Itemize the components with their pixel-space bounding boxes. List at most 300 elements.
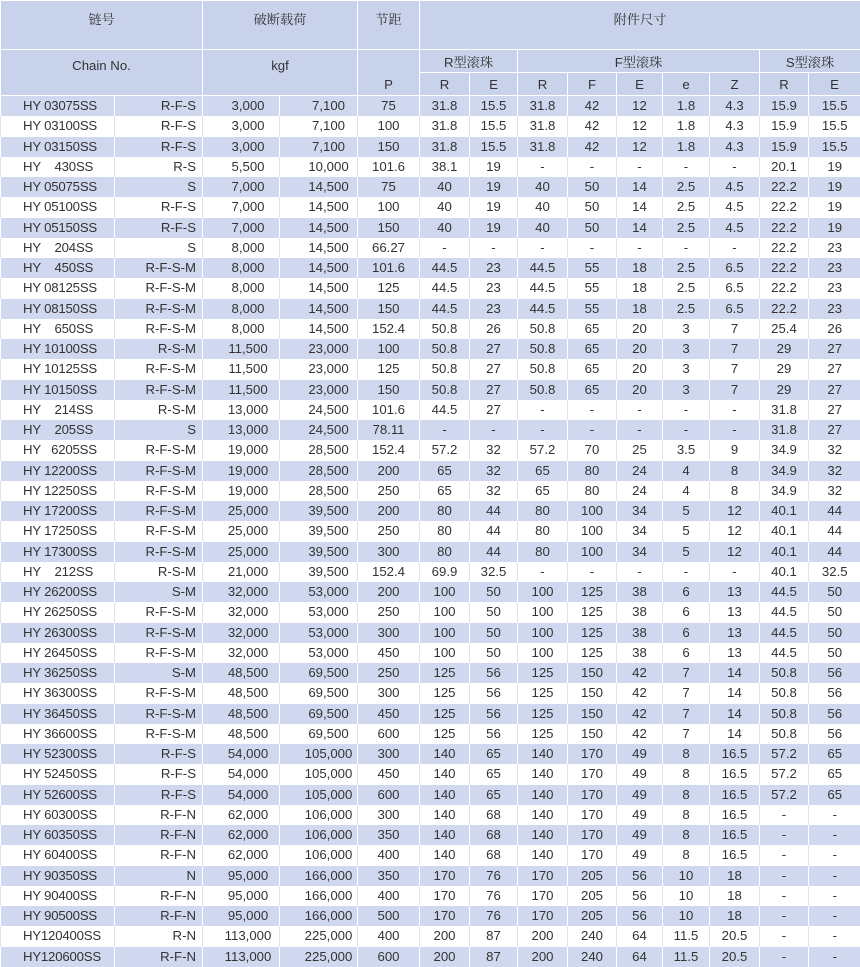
f-type-e-small-cell: 11.5 bbox=[663, 926, 710, 946]
header-chain-no-en: Chain No. bbox=[1, 50, 203, 96]
s-type-e-cell: 56 bbox=[809, 683, 860, 703]
pitch-cell: 250 bbox=[358, 602, 420, 622]
s-type-e-cell: 27 bbox=[809, 339, 860, 359]
f-type-f-cell: 170 bbox=[568, 805, 617, 825]
f-type-z-cell: 4.3 bbox=[710, 137, 760, 157]
f-type-r-cell: 40 bbox=[518, 177, 568, 197]
f-type-e-cell: - bbox=[617, 238, 663, 258]
f-type-z-cell: 20.5 bbox=[710, 926, 760, 946]
breaking-load-1-cell: 19,000 bbox=[203, 440, 280, 460]
f-type-z-cell: 9 bbox=[710, 440, 760, 460]
f-type-e-small-cell: 6 bbox=[663, 582, 710, 602]
pitch-cell: 600 bbox=[358, 947, 420, 967]
f-type-r-cell: 31.8 bbox=[518, 137, 568, 157]
s-type-r-cell: - bbox=[760, 866, 809, 886]
f-type-f-cell: - bbox=[568, 562, 617, 582]
chain-no-cell: HY120400SS bbox=[1, 926, 115, 946]
f-type-f-cell: 205 bbox=[568, 886, 617, 906]
pitch-cell: 400 bbox=[358, 926, 420, 946]
s-type-e-cell: 32.5 bbox=[809, 562, 860, 582]
breaking-load-2-cell: 166,000 bbox=[280, 906, 358, 926]
chain-no-cell: HY 08125SS bbox=[1, 278, 115, 298]
f-type-f-cell: 170 bbox=[568, 744, 617, 764]
header-pitch-symbol: P bbox=[358, 50, 420, 96]
chain-no-cell: HY 36250SS bbox=[1, 663, 115, 683]
breaking-load-1-cell: 62,000 bbox=[203, 845, 280, 865]
r-type-e-cell: 27 bbox=[470, 380, 518, 400]
chain-no-cell: HY 36450SS bbox=[1, 704, 115, 724]
f-type-e-small-cell: 2.5 bbox=[663, 177, 710, 197]
pitch-cell: 100 bbox=[358, 197, 420, 217]
f-type-z-cell: 18 bbox=[710, 866, 760, 886]
breaking-load-1-cell: 8,000 bbox=[203, 258, 280, 278]
attachment-type-cell: R-F-S-M bbox=[115, 501, 203, 521]
s-type-e-cell: - bbox=[809, 845, 860, 865]
s-type-e-cell: 27 bbox=[809, 380, 860, 400]
table-row bbox=[1, 380, 860, 400]
breaking-load-2-cell: 53,000 bbox=[280, 602, 358, 622]
f-type-z-cell: 4.3 bbox=[710, 116, 760, 136]
pitch-cell: 450 bbox=[358, 704, 420, 724]
f-type-e-small-cell: 7 bbox=[663, 683, 710, 703]
f-type-f-cell: 125 bbox=[568, 623, 617, 643]
f-type-z-cell: 14 bbox=[710, 704, 760, 724]
breaking-load-2-cell: 39,500 bbox=[280, 521, 358, 541]
f-type-r-cell: 100 bbox=[518, 623, 568, 643]
f-type-e-small-cell: 8 bbox=[663, 825, 710, 845]
f-type-e-cell: - bbox=[617, 562, 663, 582]
table-row bbox=[1, 420, 860, 440]
s-type-e-cell: 23 bbox=[809, 238, 860, 258]
r-type-r-cell: 50.8 bbox=[420, 359, 470, 379]
chain-no-cell: HY 60400SS bbox=[1, 845, 115, 865]
f-type-z-cell: 8 bbox=[710, 461, 760, 481]
f-type-e-small-cell: 7 bbox=[663, 704, 710, 724]
breaking-load-2-cell: 14,500 bbox=[280, 238, 358, 258]
f-type-r-cell: 100 bbox=[518, 643, 568, 663]
chain-no-cell: HY 212SS bbox=[1, 562, 115, 582]
attachment-type-cell: R-F-S-M bbox=[115, 481, 203, 501]
chain-no-cell: HY 52450SS bbox=[1, 764, 115, 784]
f-type-e-small-cell: 3 bbox=[663, 380, 710, 400]
breaking-load-2-cell: 105,000 bbox=[280, 744, 358, 764]
pitch-cell: 200 bbox=[358, 461, 420, 481]
chain-no-cell: HY 90350SS bbox=[1, 866, 115, 886]
f-type-z-cell: 13 bbox=[710, 623, 760, 643]
r-type-e-cell: 65 bbox=[470, 764, 518, 784]
header-attachment-cn: 附件尺寸 bbox=[420, 1, 860, 50]
r-type-r-cell: 44.5 bbox=[420, 278, 470, 298]
pitch-cell: 250 bbox=[358, 521, 420, 541]
r-type-e-cell: 65 bbox=[470, 785, 518, 805]
f-type-e-small-cell: 11.5 bbox=[663, 947, 710, 967]
attachment-type-cell: R-F-S bbox=[115, 137, 203, 157]
attachment-type-cell: R-F-S-M bbox=[115, 602, 203, 622]
f-type-e-cell: 34 bbox=[617, 521, 663, 541]
f-type-e-cell: 49 bbox=[617, 805, 663, 825]
r-type-r-cell: 50.8 bbox=[420, 319, 470, 339]
f-type-e-small-cell: 3 bbox=[663, 339, 710, 359]
breaking-load-1-cell: 32,000 bbox=[203, 582, 280, 602]
table-row bbox=[1, 886, 860, 906]
r-type-e-cell: 19 bbox=[470, 157, 518, 177]
f-type-z-cell: 8 bbox=[710, 481, 760, 501]
s-type-r-cell: 40.1 bbox=[760, 521, 809, 541]
table-row bbox=[1, 623, 860, 643]
r-type-r-cell: 44.5 bbox=[420, 258, 470, 278]
breaking-load-2-cell: 14,500 bbox=[280, 177, 358, 197]
s-type-r-cell: - bbox=[760, 845, 809, 865]
f-type-f-cell: 125 bbox=[568, 582, 617, 602]
f-type-z-cell: 14 bbox=[710, 683, 760, 703]
s-type-r-cell: - bbox=[760, 926, 809, 946]
r-type-r-cell: 31.8 bbox=[420, 137, 470, 157]
breaking-load-1-cell: 7,000 bbox=[203, 177, 280, 197]
breaking-load-2-cell: 106,000 bbox=[280, 845, 358, 865]
table-row bbox=[1, 521, 860, 541]
s-type-e-cell: 32 bbox=[809, 481, 860, 501]
table-body bbox=[1, 96, 860, 967]
f-type-e-small-cell: 1.8 bbox=[663, 116, 710, 136]
attachment-type-cell: R-N bbox=[115, 926, 203, 946]
f-type-z-cell: 7 bbox=[710, 339, 760, 359]
breaking-load-1-cell: 32,000 bbox=[203, 643, 280, 663]
breaking-load-2-cell: 69,500 bbox=[280, 724, 358, 744]
s-type-e-cell: 27 bbox=[809, 420, 860, 440]
f-type-e-cell: 24 bbox=[617, 461, 663, 481]
f-type-r-cell: 31.8 bbox=[518, 96, 568, 117]
pitch-cell: 450 bbox=[358, 764, 420, 784]
f-type-z-cell: 4.5 bbox=[710, 218, 760, 238]
f-type-e-small-cell: 8 bbox=[663, 845, 710, 865]
f-type-e-cell: 14 bbox=[617, 218, 663, 238]
chain-no-cell: HY 05075SS bbox=[1, 177, 115, 197]
f-type-r-cell: - bbox=[518, 562, 568, 582]
s-type-e-cell: 44 bbox=[809, 501, 860, 521]
table-row bbox=[1, 926, 860, 946]
r-type-r-cell: 125 bbox=[420, 683, 470, 703]
breaking-load-1-cell: 11,500 bbox=[203, 339, 280, 359]
r-type-e-cell: 44 bbox=[470, 542, 518, 562]
chain-no-cell: HY 90500SS bbox=[1, 906, 115, 926]
r-type-r-cell: 44.5 bbox=[420, 400, 470, 420]
s-type-r-cell: 40.1 bbox=[760, 501, 809, 521]
s-type-r-cell: 57.2 bbox=[760, 764, 809, 784]
breaking-load-2-cell: 106,000 bbox=[280, 805, 358, 825]
f-type-e-cell: - bbox=[617, 400, 663, 420]
f-type-e-cell: 14 bbox=[617, 177, 663, 197]
f-type-e-cell: 18 bbox=[617, 258, 663, 278]
f-type-r-cell: 80 bbox=[518, 542, 568, 562]
breaking-load-2-cell: 24,500 bbox=[280, 420, 358, 440]
header-sub-col: R bbox=[420, 73, 470, 96]
chain-no-cell: HY 26250SS bbox=[1, 602, 115, 622]
chain-no-cell: HY 204SS bbox=[1, 238, 115, 258]
s-type-e-cell: 27 bbox=[809, 400, 860, 420]
f-type-e-small-cell: - bbox=[663, 238, 710, 258]
breaking-load-2-cell: 7,100 bbox=[280, 116, 358, 136]
s-type-r-cell: 22.2 bbox=[760, 238, 809, 258]
table-row bbox=[1, 866, 860, 886]
f-type-z-cell: 4.3 bbox=[710, 96, 760, 117]
f-type-z-cell: 13 bbox=[710, 602, 760, 622]
f-type-f-cell: 125 bbox=[568, 643, 617, 663]
attachment-type-cell: R-F-S-M bbox=[115, 623, 203, 643]
chain-no-cell: HY 205SS bbox=[1, 420, 115, 440]
pitch-cell: 300 bbox=[358, 542, 420, 562]
table-row bbox=[1, 805, 860, 825]
f-type-e-small-cell: 5 bbox=[663, 521, 710, 541]
f-type-f-cell: - bbox=[568, 238, 617, 258]
f-type-z-cell: 4.5 bbox=[710, 177, 760, 197]
breaking-load-2-cell: 23,000 bbox=[280, 359, 358, 379]
f-type-r-cell: 40 bbox=[518, 197, 568, 217]
f-type-f-cell: 50 bbox=[568, 177, 617, 197]
breaking-load-1-cell: 32,000 bbox=[203, 602, 280, 622]
s-type-e-cell: 65 bbox=[809, 785, 860, 805]
header-sub-col: E bbox=[809, 73, 860, 96]
r-type-e-cell: - bbox=[470, 238, 518, 258]
chain-no-cell: HY 03075SS bbox=[1, 96, 115, 117]
breaking-load-2-cell: 23,000 bbox=[280, 339, 358, 359]
f-type-f-cell: 55 bbox=[568, 299, 617, 319]
f-type-z-cell: 16.5 bbox=[710, 805, 760, 825]
f-type-e-small-cell: 10 bbox=[663, 866, 710, 886]
r-type-r-cell: - bbox=[420, 420, 470, 440]
chain-no-cell: HY120600SS bbox=[1, 947, 115, 967]
header-r-type-roller: R型滚珠 bbox=[420, 50, 518, 73]
attachment-type-cell: S bbox=[115, 177, 203, 197]
s-type-r-cell: 29 bbox=[760, 380, 809, 400]
breaking-load-1-cell: 3,000 bbox=[203, 116, 280, 136]
f-type-r-cell: 125 bbox=[518, 663, 568, 683]
breaking-load-2-cell: 28,500 bbox=[280, 461, 358, 481]
f-type-r-cell: 170 bbox=[518, 906, 568, 926]
s-type-r-cell: 29 bbox=[760, 339, 809, 359]
breaking-load-1-cell: 48,500 bbox=[203, 704, 280, 724]
r-type-r-cell: 38.1 bbox=[420, 157, 470, 177]
s-type-e-cell: 15.5 bbox=[809, 96, 860, 117]
chain-no-cell: HY 26200SS bbox=[1, 582, 115, 602]
breaking-load-2-cell: 53,000 bbox=[280, 643, 358, 663]
r-type-e-cell: 56 bbox=[470, 704, 518, 724]
r-type-r-cell: 40 bbox=[420, 218, 470, 238]
f-type-r-cell: 140 bbox=[518, 825, 568, 845]
f-type-e-small-cell: 5 bbox=[663, 542, 710, 562]
f-type-f-cell: 100 bbox=[568, 501, 617, 521]
r-type-e-cell: 87 bbox=[470, 947, 518, 967]
f-type-f-cell: 65 bbox=[568, 380, 617, 400]
f-type-f-cell: 80 bbox=[568, 481, 617, 501]
f-type-e-small-cell: 1.8 bbox=[663, 137, 710, 157]
f-type-e-small-cell: - bbox=[663, 400, 710, 420]
pitch-cell: 100 bbox=[358, 339, 420, 359]
r-type-e-cell: 32.5 bbox=[470, 562, 518, 582]
attachment-type-cell: S bbox=[115, 420, 203, 440]
f-type-e-cell: 42 bbox=[617, 704, 663, 724]
r-type-e-cell: 19 bbox=[470, 218, 518, 238]
table-row bbox=[1, 359, 860, 379]
attachment-type-cell: R-F-S bbox=[115, 218, 203, 238]
f-type-e-cell: 56 bbox=[617, 866, 663, 886]
f-type-e-cell: 56 bbox=[617, 886, 663, 906]
header-sub-col: Z bbox=[710, 73, 760, 96]
f-type-e-small-cell: 5 bbox=[663, 501, 710, 521]
table-row bbox=[1, 461, 860, 481]
table-row bbox=[1, 96, 860, 117]
r-type-r-cell: 140 bbox=[420, 744, 470, 764]
f-type-e-cell: 20 bbox=[617, 319, 663, 339]
breaking-load-1-cell: 3,000 bbox=[203, 137, 280, 157]
f-type-r-cell: 44.5 bbox=[518, 258, 568, 278]
f-type-e-cell: 42 bbox=[617, 724, 663, 744]
f-type-f-cell: 170 bbox=[568, 785, 617, 805]
f-type-f-cell: 170 bbox=[568, 845, 617, 865]
s-type-e-cell: 27 bbox=[809, 359, 860, 379]
s-type-r-cell: - bbox=[760, 886, 809, 906]
s-type-r-cell: - bbox=[760, 805, 809, 825]
breaking-load-1-cell: 48,500 bbox=[203, 724, 280, 744]
breaking-load-1-cell: 62,000 bbox=[203, 805, 280, 825]
f-type-z-cell: 12 bbox=[710, 521, 760, 541]
r-type-e-cell: 50 bbox=[470, 623, 518, 643]
f-type-f-cell: - bbox=[568, 400, 617, 420]
r-type-e-cell: 56 bbox=[470, 663, 518, 683]
table-row bbox=[1, 137, 860, 157]
table-header bbox=[1, 1, 860, 96]
f-type-z-cell: 13 bbox=[710, 643, 760, 663]
pitch-cell: 600 bbox=[358, 724, 420, 744]
s-type-r-cell: 34.9 bbox=[760, 461, 809, 481]
r-type-r-cell: 50.8 bbox=[420, 380, 470, 400]
pitch-cell: 250 bbox=[358, 481, 420, 501]
s-type-e-cell: 56 bbox=[809, 704, 860, 724]
f-type-f-cell: 50 bbox=[568, 197, 617, 217]
attachment-type-cell: R-F-S-M bbox=[115, 319, 203, 339]
f-type-f-cell: 170 bbox=[568, 825, 617, 845]
r-type-e-cell: 87 bbox=[470, 926, 518, 946]
breaking-load-1-cell: 11,500 bbox=[203, 380, 280, 400]
f-type-e-small-cell: 3 bbox=[663, 359, 710, 379]
f-type-r-cell: 80 bbox=[518, 521, 568, 541]
f-type-e-cell: 49 bbox=[617, 845, 663, 865]
breaking-load-2-cell: 7,100 bbox=[280, 137, 358, 157]
r-type-e-cell: 44 bbox=[470, 521, 518, 541]
table-row bbox=[1, 744, 860, 764]
pitch-cell: 200 bbox=[358, 582, 420, 602]
s-type-e-cell: 50 bbox=[809, 623, 860, 643]
attachment-type-cell: R-F-S-M bbox=[115, 359, 203, 379]
breaking-load-2-cell: 14,500 bbox=[280, 197, 358, 217]
r-type-r-cell: 69.9 bbox=[420, 562, 470, 582]
f-type-z-cell: 6.5 bbox=[710, 299, 760, 319]
table-row bbox=[1, 582, 860, 602]
attachment-type-cell: R-F-S bbox=[115, 96, 203, 117]
f-type-e-cell: 20 bbox=[617, 359, 663, 379]
chain-no-cell: HY 90400SS bbox=[1, 886, 115, 906]
attachment-type-cell: R-F-S-M bbox=[115, 542, 203, 562]
s-type-r-cell: 29 bbox=[760, 359, 809, 379]
f-type-f-cell: 150 bbox=[568, 724, 617, 744]
r-type-r-cell: 80 bbox=[420, 542, 470, 562]
r-type-r-cell: 125 bbox=[420, 724, 470, 744]
attachment-type-cell: R-F-S bbox=[115, 197, 203, 217]
s-type-e-cell: - bbox=[809, 947, 860, 967]
attachment-type-cell: R-F-N bbox=[115, 805, 203, 825]
chain-no-cell: HY 17250SS bbox=[1, 521, 115, 541]
breaking-load-2-cell: 166,000 bbox=[280, 886, 358, 906]
s-type-e-cell: 44 bbox=[809, 521, 860, 541]
table-row bbox=[1, 643, 860, 663]
breaking-load-2-cell: 28,500 bbox=[280, 440, 358, 460]
breaking-load-2-cell: 53,000 bbox=[280, 623, 358, 643]
attachment-type-cell: R-F-S-M bbox=[115, 461, 203, 481]
breaking-load-2-cell: 105,000 bbox=[280, 764, 358, 784]
attachment-type-cell: S-M bbox=[115, 663, 203, 683]
chain-no-cell: HY 17300SS bbox=[1, 542, 115, 562]
s-type-r-cell: 34.9 bbox=[760, 440, 809, 460]
pitch-cell: 300 bbox=[358, 805, 420, 825]
f-type-r-cell: 140 bbox=[518, 764, 568, 784]
table-row bbox=[1, 258, 860, 278]
f-type-z-cell: 13 bbox=[710, 582, 760, 602]
chain-no-cell: HY 05150SS bbox=[1, 218, 115, 238]
s-type-e-cell: 19 bbox=[809, 197, 860, 217]
r-type-r-cell: 170 bbox=[420, 886, 470, 906]
breaking-load-2-cell: 14,500 bbox=[280, 278, 358, 298]
f-type-e-cell: 38 bbox=[617, 602, 663, 622]
header-sub-col: E bbox=[470, 73, 518, 96]
f-type-e-cell: 38 bbox=[617, 623, 663, 643]
f-type-e-cell: 12 bbox=[617, 137, 663, 157]
breaking-load-1-cell: 32,000 bbox=[203, 623, 280, 643]
breaking-load-1-cell: 8,000 bbox=[203, 238, 280, 258]
r-type-r-cell: 100 bbox=[420, 643, 470, 663]
f-type-r-cell: 50.8 bbox=[518, 319, 568, 339]
r-type-r-cell: 100 bbox=[420, 623, 470, 643]
f-type-f-cell: - bbox=[568, 157, 617, 177]
header-pitch-cn: 节距 bbox=[358, 1, 420, 50]
f-type-r-cell: 200 bbox=[518, 947, 568, 967]
table-row bbox=[1, 542, 860, 562]
f-type-e-cell: 20 bbox=[617, 380, 663, 400]
s-type-r-cell: 50.8 bbox=[760, 724, 809, 744]
f-type-z-cell: 16.5 bbox=[710, 825, 760, 845]
s-type-r-cell: 57.2 bbox=[760, 744, 809, 764]
attachment-type-cell: R-F-S-M bbox=[115, 724, 203, 744]
attachment-type-cell: S bbox=[115, 238, 203, 258]
r-type-r-cell: 200 bbox=[420, 926, 470, 946]
pitch-cell: 150 bbox=[358, 218, 420, 238]
f-type-e-small-cell: - bbox=[663, 420, 710, 440]
chain-no-cell: HY 10100SS bbox=[1, 339, 115, 359]
r-type-e-cell: 68 bbox=[470, 845, 518, 865]
s-type-e-cell: 23 bbox=[809, 278, 860, 298]
f-type-r-cell: 140 bbox=[518, 744, 568, 764]
s-type-r-cell: - bbox=[760, 825, 809, 845]
s-type-r-cell: - bbox=[760, 947, 809, 967]
breaking-load-2-cell: 225,000 bbox=[280, 926, 358, 946]
f-type-e-cell: 14 bbox=[617, 197, 663, 217]
f-type-r-cell: 125 bbox=[518, 704, 568, 724]
s-type-e-cell: 32 bbox=[809, 461, 860, 481]
breaking-load-1-cell: 54,000 bbox=[203, 785, 280, 805]
f-type-e-small-cell: 2.5 bbox=[663, 218, 710, 238]
s-type-e-cell: 56 bbox=[809, 663, 860, 683]
table-row bbox=[1, 906, 860, 926]
f-type-e-cell: 38 bbox=[617, 643, 663, 663]
s-type-e-cell: 50 bbox=[809, 643, 860, 663]
